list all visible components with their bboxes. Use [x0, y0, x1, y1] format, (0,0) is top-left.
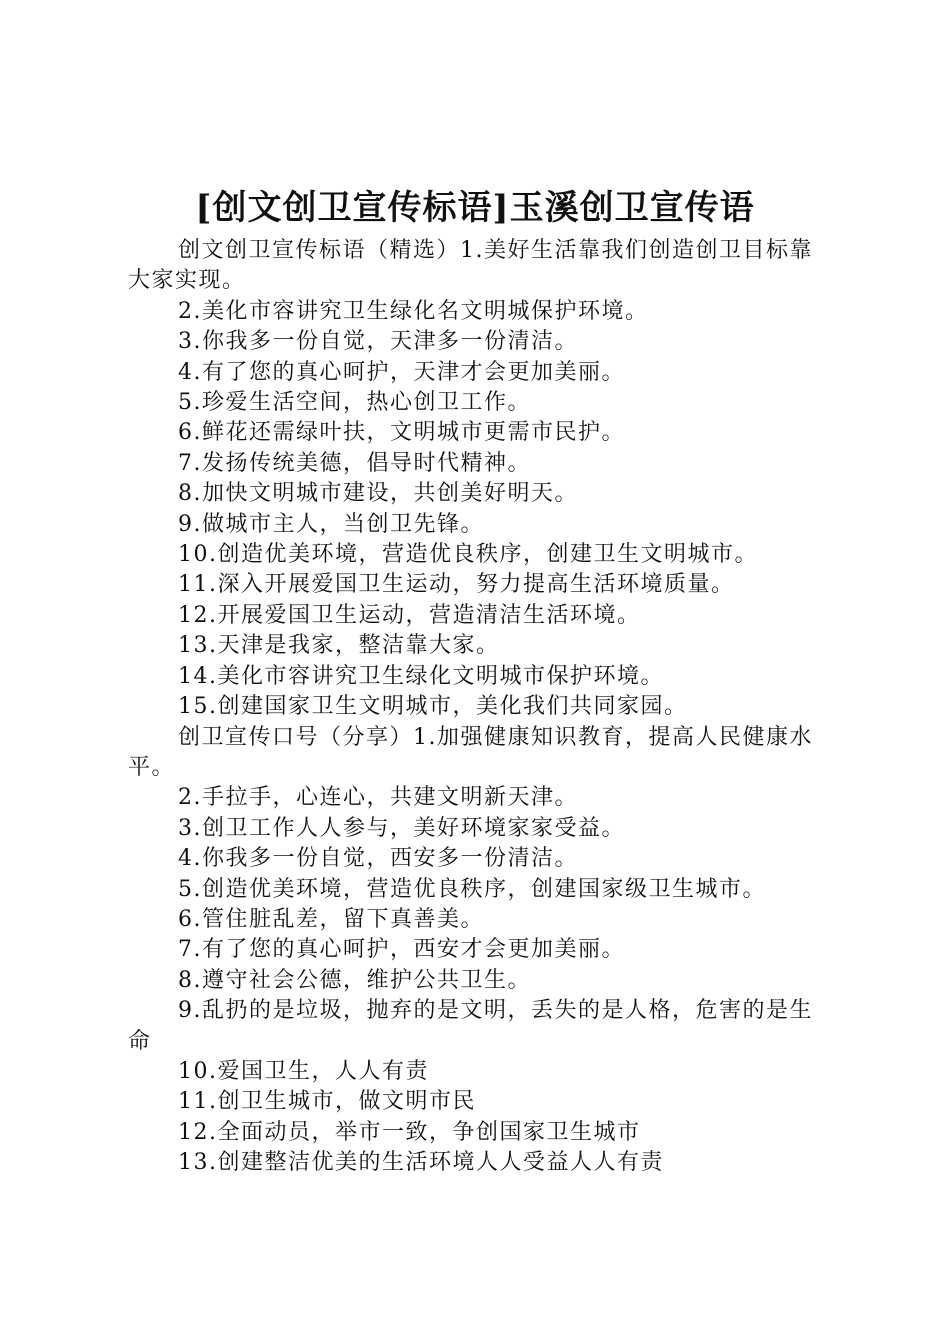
paragraph: 4.你我多一份自觉，西安多一份清洁。 — [178, 846, 578, 872]
paragraph: 10.创造优美环境，营造优良秩序，创建卫生文明城市。 — [178, 542, 758, 568]
document-title: [创文创卫宣传标语]玉溪创卫宣传语 — [195, 188, 755, 228]
paragraph: 创卫宣传口号（分享）1.加强健康知识教育，提高人民健康水平。 — [128, 724, 813, 780]
paragraph: 13.天津是我家，整洁靠大家。 — [178, 633, 500, 659]
paragraph: 13.创建整洁优美的生活环境人人受益人人有责 — [178, 1150, 664, 1176]
paragraph: 创文创卫宣传标语（精选）1.美好生活靠我们创造创卫目标靠大家实现。 — [128, 238, 813, 294]
document-body — [128, 236, 834, 1179]
paragraph: 14.美化市容讲究卫生绿化文明城市保护环境。 — [178, 663, 664, 689]
paragraph: 11.深入开展爱国卫生运动，努力提高生活环境质量。 — [178, 572, 735, 598]
paragraph: 5.珍爱生活空间，热心创卫工作。 — [178, 390, 531, 416]
paragraph: 7.发扬传统美德，倡导时代精神。 — [178, 450, 531, 476]
paragraph: 9.乱扔的是垃圾，抛弃的是文明，丢失的是人格，危害的是生命 — [128, 998, 813, 1054]
paragraph: 2.手拉手，心连心，共建文明新天津。 — [178, 785, 578, 811]
paragraph: 6.管住脏乱差，留下真善美。 — [178, 906, 484, 932]
paragraph: 4.有了您的真心呵护，天津才会更加美丽。 — [178, 359, 625, 385]
paragraph: 3.创卫工作人人参与，美好环境家家受益。 — [178, 815, 625, 841]
paragraph: 12.开展爱国卫生运动，营造清洁生活环境。 — [178, 602, 641, 628]
paragraph: 9.做城市主人，当创卫先锋。 — [178, 511, 484, 537]
paragraph: 5.创造优美环境，营造优良秩序，创建国家级卫生城市。 — [178, 876, 766, 902]
paragraph: 8.遵守社会公德，维护公共卫生。 — [178, 967, 531, 993]
paragraph: 10.爱国卫生，人人有责 — [178, 1058, 429, 1084]
paragraph: 7.有了您的真心呵护，西安才会更加美丽。 — [178, 937, 625, 963]
paragraph: 6.鲜花还需绿叶扶，文明城市更需市民护。 — [178, 420, 625, 446]
paragraph: 15.创建国家卫生文明城市，美化我们共同家园。 — [178, 694, 688, 720]
paragraph: 8.加快文明城市建设，共创美好明天。 — [178, 481, 578, 507]
paragraph: 2.美化市容讲究卫生绿化名文明城保护环境。 — [178, 298, 649, 324]
paragraph: 3.你我多一份自觉，天津多一份清洁。 — [178, 329, 578, 355]
paragraph: 12.全面动员，举市一致，争创国家卫生城市 — [178, 1119, 641, 1145]
paragraph: 11.创卫生城市，做文明市民 — [178, 1089, 476, 1115]
